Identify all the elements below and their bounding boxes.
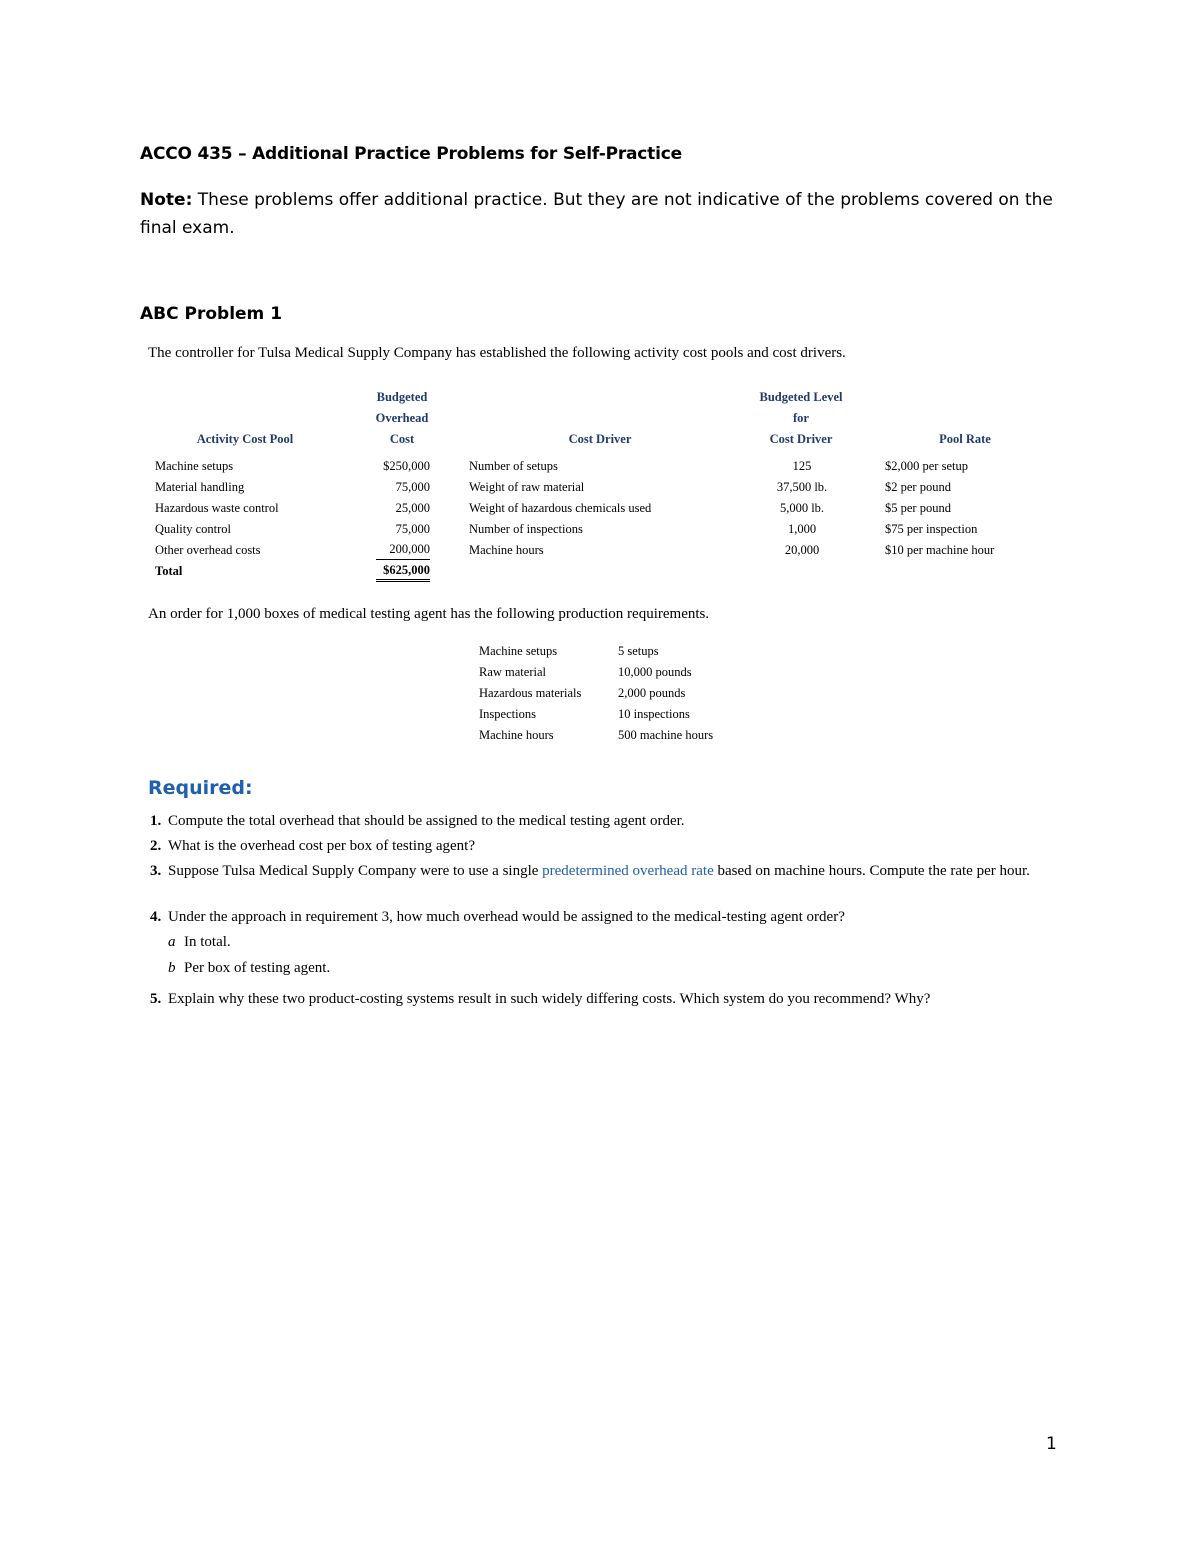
requirement-amount: 5 setups — [618, 644, 659, 658]
question-number: 1. — [150, 813, 162, 829]
pool-driver: Machine hours — [469, 543, 544, 557]
pool-level: 5,000 lb. — [779, 501, 825, 515]
pool-cost: 25,000 — [395, 501, 430, 515]
question-5 — [150, 989, 1050, 1010]
requirement-item: Machine setups — [479, 644, 558, 658]
pool-name: Machine setups — [155, 459, 234, 473]
requirement-item: Machine hours — [479, 728, 554, 742]
question-number: 3. — [150, 863, 162, 879]
note-text: These problems offer additional practice. But they are not indicative of the problems covered on the final exam. — [140, 190, 1053, 238]
note-paragraph — [140, 186, 1060, 242]
total-cost: $625,000 — [376, 561, 430, 582]
question-text-post: based on machine hours. Compute the rate per hour. — [713, 863, 1030, 879]
note-label: Note: — [140, 190, 193, 210]
question-2 — [150, 836, 1050, 857]
sub-letter: b — [168, 960, 176, 976]
question-number: 2. — [150, 838, 162, 854]
page-number: 1 — [1046, 1434, 1057, 1454]
pool-name: Quality control — [155, 522, 232, 536]
requirement-amount: 500 machine hours — [618, 728, 714, 742]
question-text-pre: Suppose Tulsa Medical Supply Company were to use a single — [168, 863, 543, 879]
pool-name: Other overhead costs — [155, 543, 261, 557]
pool-level: 37,500 lb. — [776, 480, 828, 494]
required-heading: Required: — [148, 777, 253, 799]
requirement-item: Inspections — [479, 707, 536, 721]
total-label: Total — [155, 564, 183, 578]
header-pool-rate: Pool Rate — [939, 432, 991, 446]
question-4b — [168, 960, 330, 977]
header-budgeted-l1: Budgeted — [376, 390, 428, 404]
pool-cost: 75,000 — [395, 480, 430, 494]
header-level-l3: Cost Driver — [769, 432, 833, 446]
header-budgeted-l3: Cost — [389, 432, 415, 446]
question-text: Explain why these two product-costing systems result in such widely differing costs. Which system do you recommend? Why? — [168, 991, 931, 1007]
requirement-item: Hazardous materials — [479, 686, 582, 700]
pool-rate: $5 per pound — [885, 501, 951, 515]
header-level-l1: Budgeted Level — [759, 390, 843, 404]
pool-cost: 200,000 — [376, 540, 430, 560]
pool-driver: Number of inspections — [469, 522, 583, 536]
pool-level: 20,000 — [784, 543, 820, 557]
requirement-amount: 10,000 pounds — [618, 665, 692, 679]
requirement-item: Raw material — [479, 665, 546, 679]
problem-heading: ABC Problem 1 — [140, 304, 283, 324]
question-number: 5. — [150, 991, 162, 1007]
pool-cost: 75,000 — [395, 522, 430, 536]
question-text: What is the overhead cost per box of testing agent? — [168, 838, 475, 854]
question-3 — [150, 861, 1050, 882]
sub-letter: a — [168, 934, 176, 950]
order-intro: An order for 1,000 boxes of medical testing agent has the following production requirements. — [148, 606, 710, 622]
header-cost-driver: Cost Driver — [568, 432, 632, 446]
pool-driver: Number of setups — [469, 459, 558, 473]
pool-level: 1,000 — [787, 522, 817, 536]
header-budgeted-l2: Overhead — [375, 411, 429, 425]
pool-rate: $2 per pound — [885, 480, 951, 494]
pool-name: Hazardous waste control — [155, 501, 279, 515]
requirement-amount: 10 inspections — [618, 707, 690, 721]
problem-intro: The controller for Tulsa Medical Supply Company has established the following activity cost pools and cost drivers. — [148, 345, 846, 361]
header-level-l2: for — [793, 411, 809, 425]
pool-rate: $75 per inspection — [885, 522, 978, 536]
question-text: Compute the total overhead that should be assigned to the medical testing agent order. — [168, 813, 685, 829]
pool-rate: $10 per machine hour — [885, 543, 995, 557]
pool-level: 125 — [792, 459, 812, 473]
pool-rate: $2,000 per setup — [885, 459, 968, 473]
question-text: Under the approach in requirement 3, how much overhead would be assigned to the medical-testing agent order? — [168, 909, 845, 925]
document-title: ACCO 435 – Additional Practice Problems for Self-Practice — [140, 144, 682, 164]
question-4 — [150, 907, 1050, 928]
requirement-amount: 2,000 pounds — [618, 686, 686, 700]
question-number: 4. — [150, 909, 162, 925]
pool-driver: Weight of raw material — [469, 480, 585, 494]
pool-cost: $250,000 — [383, 459, 430, 473]
header-activity-pool: Activity Cost Pool — [196, 432, 294, 446]
sub-text: Per box of testing agent. — [184, 960, 331, 976]
pool-name: Material handling — [155, 480, 245, 494]
question-1 — [150, 811, 1050, 832]
pool-driver: Weight of hazardous chemicals used — [469, 501, 652, 515]
question-4a — [168, 934, 231, 951]
sub-text: In total. — [184, 934, 231, 950]
predetermined-rate-link[interactable]: predetermined overhead rate — [542, 863, 714, 879]
